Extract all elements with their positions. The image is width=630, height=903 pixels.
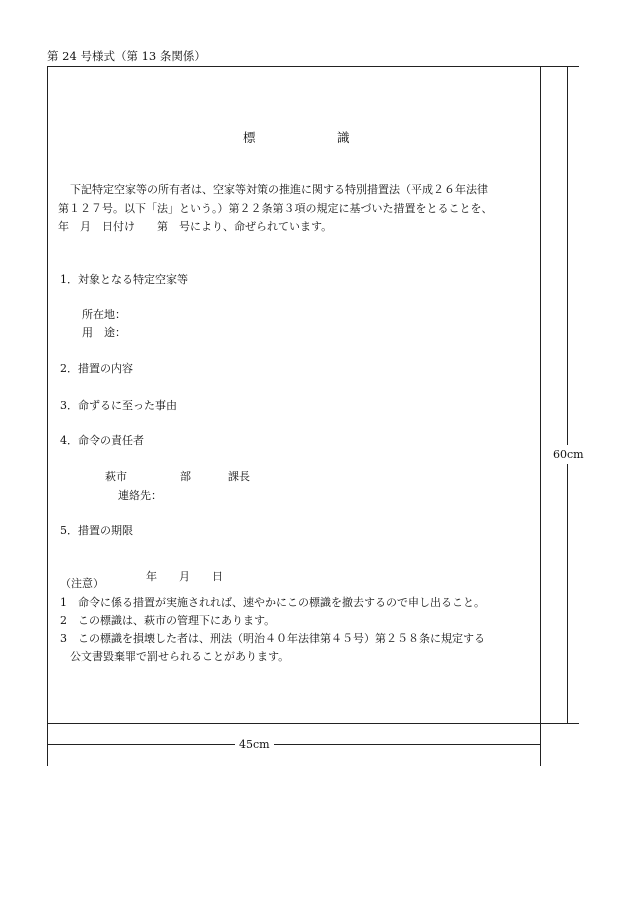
item-3-heading: 3．命ずるに至った事由 <box>60 399 177 412</box>
intro-line-3: 年 月 日付け 第 号により、命ぜられています。 <box>58 220 333 233</box>
responsible-dept: 部 <box>180 470 191 483</box>
notes-heading: （注意） <box>60 577 104 590</box>
width-dimension-label: 45cm <box>235 738 274 751</box>
note-3-continuation: 公文書毀棄罪で罰せられることがあります。 <box>70 650 290 663</box>
height-dimension-line <box>567 66 568 724</box>
intro-line-1: 下記特定空家等の所有者は、空家等対策の推進に関する特別措置法（平成２６年法律 <box>70 183 488 196</box>
item-4-heading: 4．命令の責任者 <box>60 434 144 447</box>
responsible-city: 萩市 <box>105 470 127 483</box>
contact-label: 連絡先： <box>118 489 162 502</box>
deadline-date: 年 月 日 <box>146 570 223 583</box>
width-dimension-left-tick <box>47 724 48 766</box>
usage-label: 用 途： <box>82 326 126 339</box>
item-1-heading: 1．対象となる特定空家等 <box>60 273 188 286</box>
note-2: 2 この標識は、萩市の管理下にあります。 <box>60 614 276 627</box>
width-dimension-line <box>47 744 541 745</box>
height-dimension-label: 60cm <box>553 445 584 464</box>
title-char-2: 識 <box>337 130 350 145</box>
width-dimension-right-tick <box>540 724 541 766</box>
location-label: 所在地： <box>82 308 126 321</box>
height-dimension-bottom-tick <box>541 723 579 724</box>
item-2-heading: 2．措置の内容 <box>60 362 133 375</box>
note-3: 3 この標識を損壊した者は、刑法（明治４０年法律第４５号）第２５８条に規定する <box>60 632 485 645</box>
item-5-heading: 5．措置の期限 <box>60 524 133 537</box>
height-dimension-top-tick <box>541 66 579 67</box>
intro-line-2: 第１２７号。以下「法」という。）第２２条第３項の規定に基づいた措置をとることを、 <box>58 202 493 215</box>
form-number-label: 第 24 号様式（第 13 条関係） <box>47 49 206 63</box>
responsible-section: 課長 <box>228 470 250 483</box>
note-1: 1 命令に係る措置が実施されれば、速やかにこの標識を撤去するので申し出ること。 <box>60 596 485 609</box>
title-char-1: 標 <box>243 130 256 145</box>
